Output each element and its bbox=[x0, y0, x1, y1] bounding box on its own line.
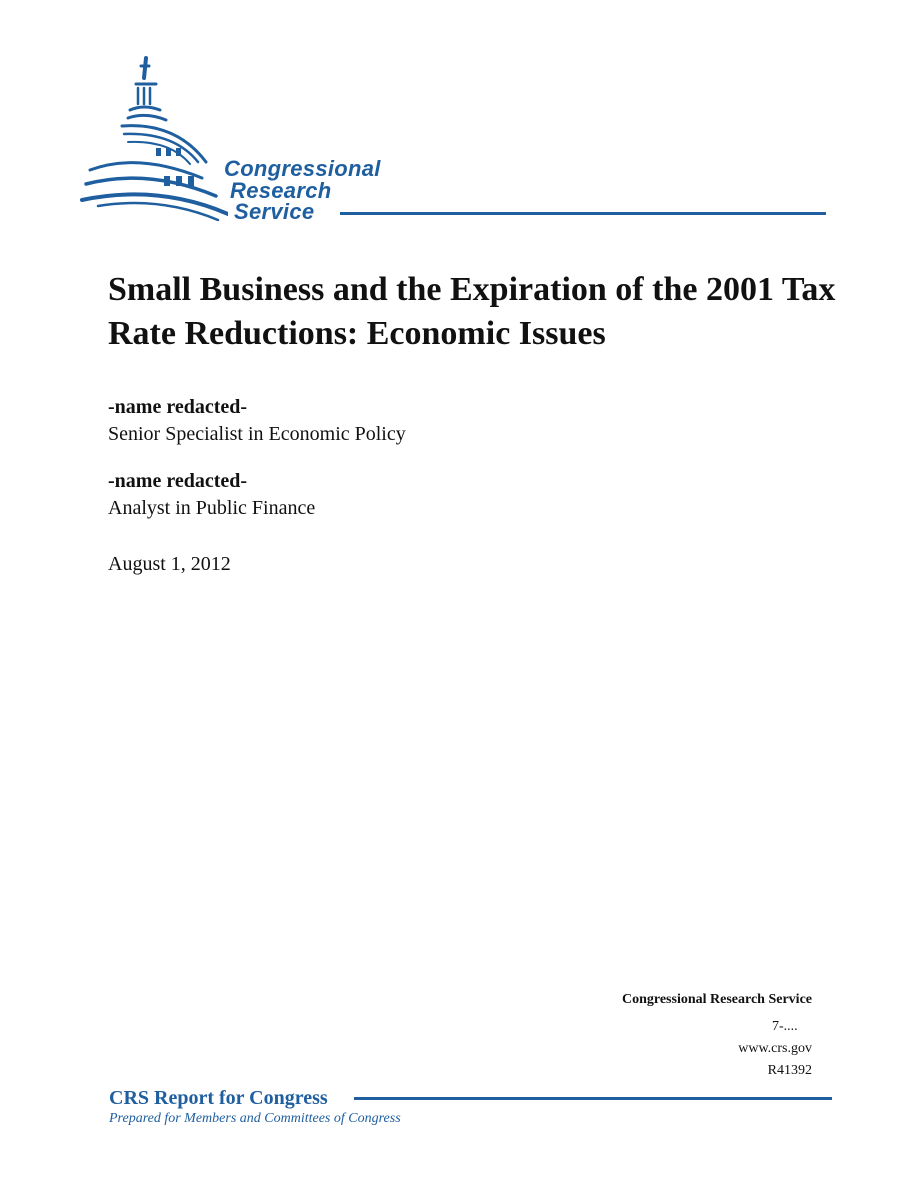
logo-word-research: Research bbox=[230, 178, 332, 203]
footer-rule bbox=[354, 1097, 832, 1100]
logo-word-service: Service bbox=[234, 199, 315, 224]
meta-phone bbox=[772, 1018, 812, 1036]
author-1-role: Senior Specialist in Economic Policy bbox=[108, 423, 406, 445]
author-2-role: Analyst in Public Finance bbox=[108, 497, 316, 519]
meta-phone-text: 7-.... bbox=[772, 1019, 798, 1034]
meta-url[interactable]: www.crs.gov bbox=[738, 1041, 812, 1056]
logo-rule bbox=[340, 212, 826, 215]
meta-org: Congressional Research Service bbox=[621, 992, 812, 1007]
logo-word-congressional: Congressional bbox=[224, 156, 381, 181]
author-1-name: -name redacted- bbox=[108, 396, 248, 418]
meta-report-number: R41392 bbox=[767, 1063, 812, 1078]
footer-title: CRS Report for Congress bbox=[109, 1087, 328, 1109]
footer-subtitle: Prepared for Members and Committees of Congress bbox=[109, 1111, 401, 1126]
author-2-name: -name redacted- bbox=[108, 470, 248, 492]
report-title: Small Business and the Expiration of the 2001 Tax Rate Reductions: Economic Issues bbox=[108, 271, 836, 352]
crs-logo bbox=[78, 52, 838, 227]
report-date: August 1, 2012 bbox=[108, 553, 231, 575]
capitol-dome-icon bbox=[78, 52, 228, 227]
